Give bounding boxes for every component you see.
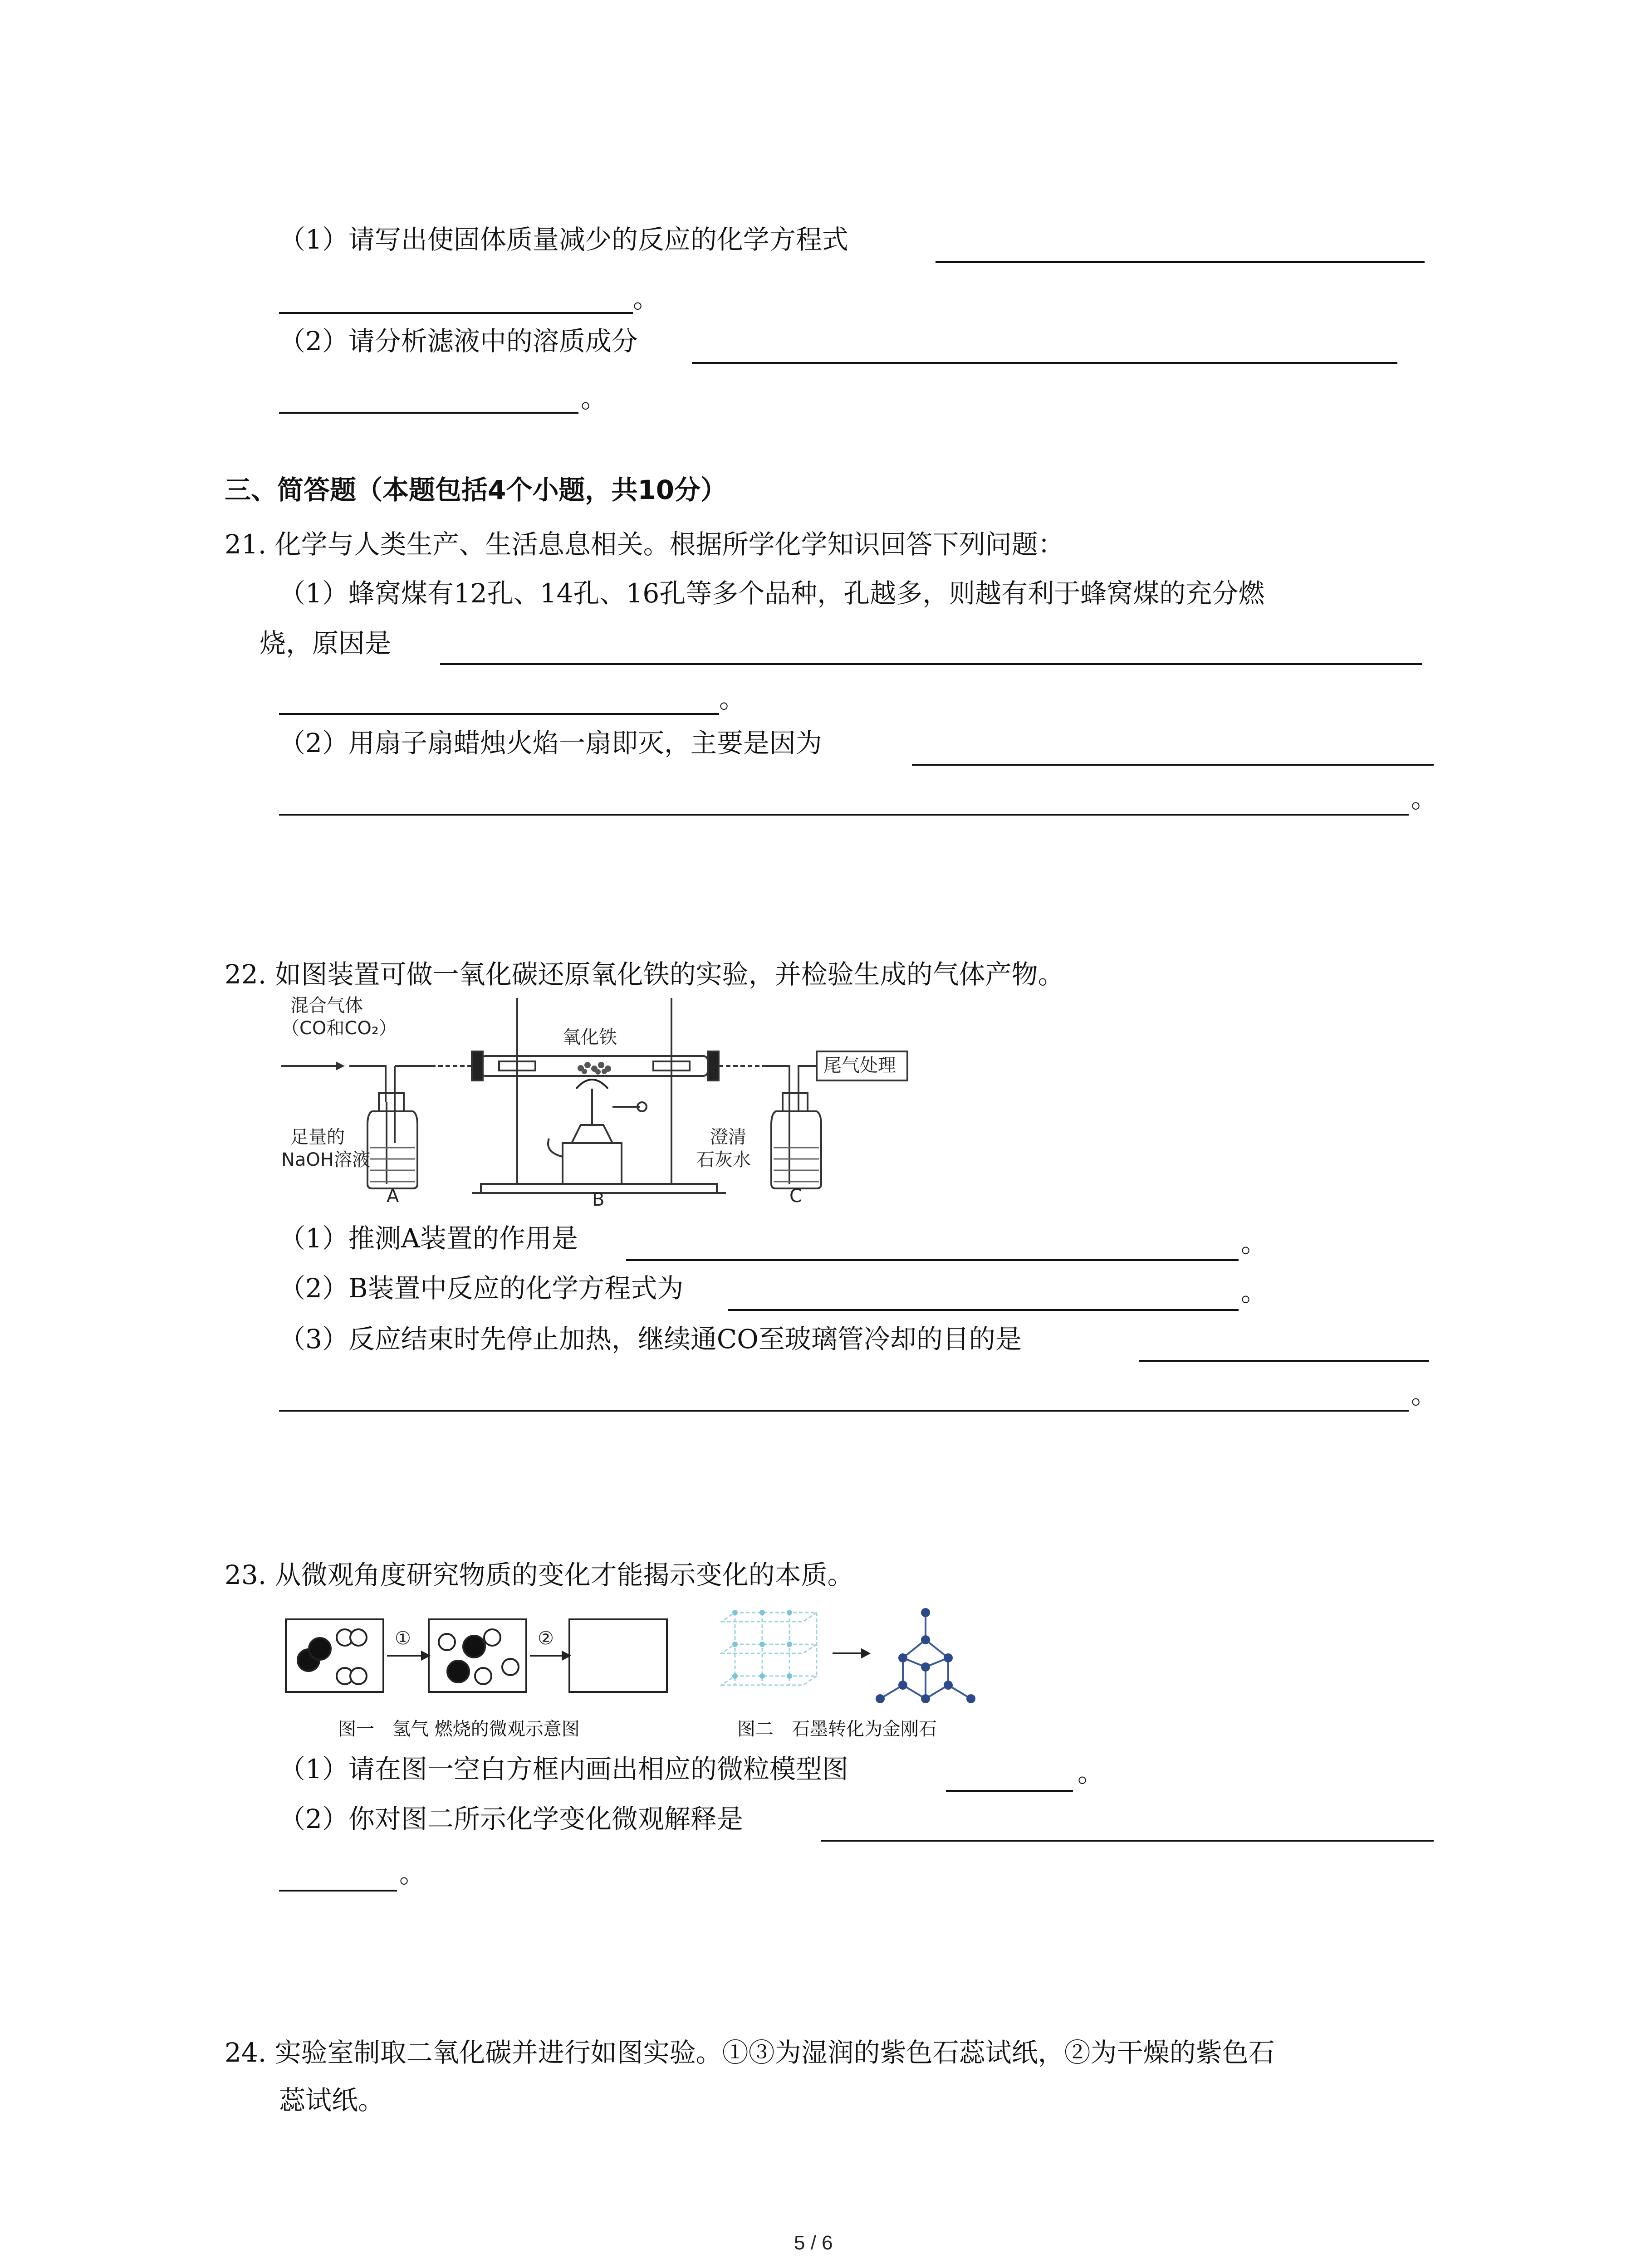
- gas-label-line2: （CO和CO₂）: [281, 1018, 397, 1039]
- q21-part2-text: （2）用扇子扇蜡烛火焰一扇即灭，主要是因为: [279, 728, 822, 758]
- q22-part3-blank[interactable]: [1139, 1360, 1429, 1362]
- q21-part1-blank[interactable]: [440, 663, 1422, 665]
- q21-part2-end: 。: [1411, 783, 1438, 814]
- q21-part2-blank[interactable]: [912, 764, 1434, 766]
- q23-part2-end: 。: [399, 1858, 426, 1889]
- q20-part2-blank[interactable]: [692, 362, 1397, 364]
- q21-stem: 21. 化学与人类生产、生活息息相关。根据所学化学知识回答下列问题：: [225, 529, 1064, 560]
- q20-part1-end: 。: [633, 283, 660, 314]
- q20-part2-text: （2）请分析滤液中的溶质成分: [279, 326, 638, 357]
- page-number: 5 / 6: [794, 2232, 833, 2254]
- apparatus-label-a: A: [387, 1186, 399, 1207]
- figure-two-caption: 图二 石墨转化为金刚石: [737, 1719, 937, 1740]
- q20-part2-end: 。: [581, 383, 607, 414]
- q23-part2-text: （2）你对图二所示化学变化微观解释是: [279, 1804, 743, 1834]
- q21-part2-blank-cont[interactable]: [279, 814, 1409, 816]
- q20-part1-blank-cont[interactable]: [279, 312, 633, 314]
- q24-line1: 24. 实验室制取二氧化碳并进行如图实验。①③为湿润的紫色石蕊试纸，②为干燥的紫色石: [225, 2037, 1275, 2068]
- lime-water-label-line2: 石灰水: [696, 1149, 751, 1170]
- q23-part2-blank-cont[interactable]: [279, 1890, 397, 1892]
- figure-one-caption: 图一 氢气 燃烧的微观示意图: [338, 1719, 580, 1740]
- tail-gas-label: 尾气处理: [823, 1055, 896, 1076]
- q23-part2-blank[interactable]: [821, 1840, 1434, 1842]
- apparatus-label-c: C: [789, 1186, 802, 1207]
- q22-part2-text: （2）B装置中反应的化学方程式为: [279, 1273, 684, 1304]
- iron-oxide-label: 氧化铁: [563, 1027, 617, 1048]
- q21-part1-blank-cont[interactable]: [279, 713, 719, 715]
- q23-part1-end: 。: [1078, 1757, 1104, 1788]
- q23-part1-blank[interactable]: [946, 1790, 1073, 1792]
- q21-part1-end: 。: [719, 683, 746, 714]
- q22-apparatus-figure: [281, 993, 926, 1207]
- lime-water-label-line1: 澄清: [710, 1127, 746, 1148]
- q23-part1-text: （1）请在图一空白方框内画出相应的微粒模型图: [279, 1754, 848, 1784]
- q23-stem: 23. 从微观角度研究物质的变化才能揭示变化的本质。: [225, 1559, 854, 1590]
- q20-part1-text: （1）请写出使固体质量减少的反应的化学方程式: [279, 224, 848, 255]
- q22-part3-end: 。: [1411, 1379, 1438, 1410]
- q22-part3-blank-cont[interactable]: [279, 1410, 1409, 1412]
- naoh-label-line2: NaOH溶液: [281, 1149, 370, 1170]
- q22-part2-end: 。: [1241, 1276, 1268, 1307]
- q22-part2-blank[interactable]: [728, 1309, 1239, 1311]
- gas-label-line1: 混合气体: [290, 995, 363, 1016]
- naoh-label-line1: 足量的: [290, 1127, 345, 1148]
- q22-part3-text: （3）反应结束时先停止加热，继续通CO至玻璃管冷却的目的是: [279, 1324, 1022, 1354]
- q22-part1-text: （1）推测A装置的作用是: [279, 1223, 578, 1254]
- q22-stem: 22. 如图装置可做一氧化碳还原氧化铁的实验，并检验生成的气体产物。: [225, 959, 1064, 990]
- q21-part1-line1: （1）蜂窝煤有12孔、14孔、16孔等多个品种，孔越多，则越有利于蜂窝煤的充分燃: [279, 578, 1265, 609]
- q22-part1-end: 。: [1241, 1227, 1268, 1258]
- q20-part1-blank[interactable]: [936, 261, 1425, 263]
- q23-figure-two: [717, 1603, 989, 1708]
- q23-figure-one: [284, 1617, 669, 1699]
- q24-line2: 蕊试纸。: [279, 2085, 385, 2116]
- apparatus-label-b: B: [592, 1189, 605, 1207]
- step-one-marker: ①: [395, 1628, 411, 1649]
- q20-part2-blank-cont[interactable]: [279, 412, 578, 414]
- q21-part1-line2: 烧，原因是: [260, 628, 392, 659]
- q22-part1-blank[interactable]: [626, 1259, 1239, 1261]
- section-heading: 三、简答题（本题包括4个小题，共10分）: [225, 474, 727, 505]
- step-two-marker: ②: [538, 1628, 554, 1649]
